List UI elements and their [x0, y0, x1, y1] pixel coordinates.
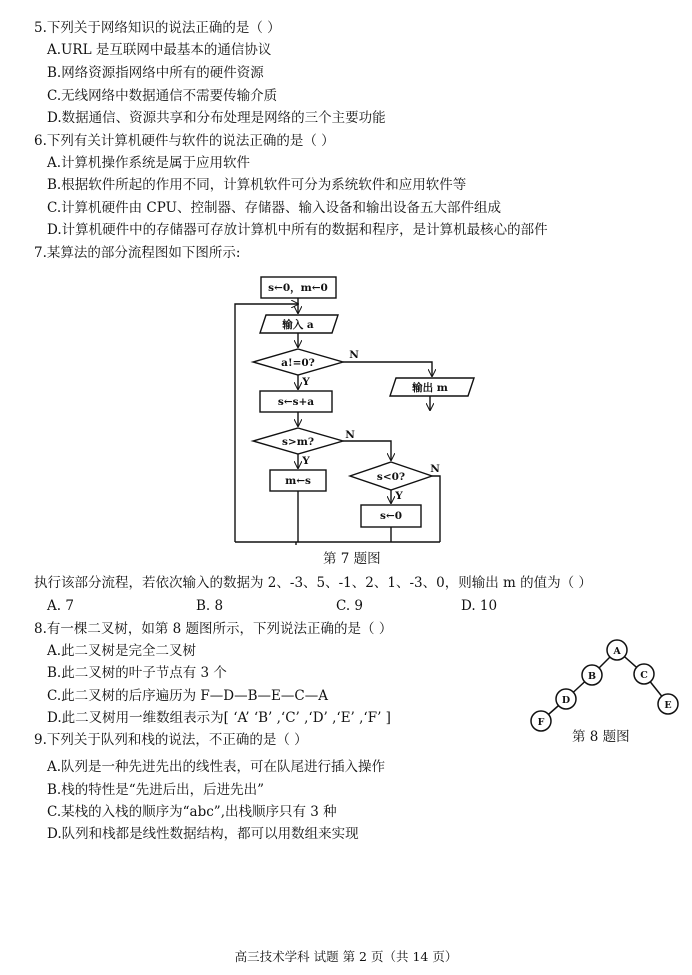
q6-option-a: A.计算机操作系统是属于应用软件	[47, 155, 251, 171]
flow-cond2-yes: Y	[302, 455, 310, 467]
q9-option-b: B.栈的特性是“先进后出，后进先出”	[47, 782, 265, 798]
q9-option-c: C.某栈的入栈的顺序为“abc”,出栈顺序只有 3 种	[47, 804, 337, 820]
q7-question: 执行该部分流程，若依次输入的数据为 2、-3、5、-1、2、1、-3、0，则输出 m 的值为（ ）	[34, 575, 592, 591]
flow-cond3-label: s<0?	[376, 471, 406, 483]
q5-option-a: A.URL 是互联网中最基本的通信协议	[47, 42, 272, 58]
q7-option-c: C. 9	[336, 598, 364, 614]
q8-option-d: D.此二叉树用一维数组表示为[ ‘A’ ‘B’ ,‘C’ ,‘D’ ,‘E’ ,‘F’ ]	[47, 710, 391, 726]
q8-option-a: A.此二叉树是完全二叉树	[47, 643, 197, 659]
tree-label-b: B	[587, 671, 597, 682]
q7-caption: 第 7 题图	[323, 551, 381, 567]
q8-tree	[531, 640, 678, 731]
flow-assign2-label: m←s	[285, 475, 311, 487]
flow-assign3-label: s←0	[379, 510, 403, 522]
tree-label-a: A	[613, 646, 621, 657]
q5-stem: 5.下列关于网络知识的说法正确的是（ ）	[34, 20, 281, 36]
tree-label-e: E	[664, 700, 672, 711]
q5-option-b: B.网络资源指网络中所有的硬件资源	[47, 65, 264, 81]
flow-cond2-no: N	[345, 429, 355, 441]
q9-option-d: D.队列和栈都是线性数据结构，都可以用数组来实现	[47, 826, 359, 842]
tree-label-d: D	[561, 695, 571, 706]
q6-stem: 6.下列有关计算机硬件与软件的说法正确的是（ ）	[34, 133, 335, 149]
page-footer: 高三技术学科 试题 第 2 页（共 14 页）	[234, 949, 458, 964]
flow-input-label: 输入 a	[282, 319, 314, 331]
q8-stem: 8.有一棵二叉树，如第 8 题图所示，下列说法正确的是（ ）	[34, 621, 393, 637]
q8-option-c: C.此二叉树的后序遍历为 F—D—B—E—C—A	[47, 688, 328, 704]
q6-option-b: B.根据软件所起的作用不同，计算机软件可分为系统软件和应用软件等	[47, 177, 467, 193]
q8-caption: 第 8 题图	[572, 729, 630, 745]
flow-cond1-no: N	[349, 349, 359, 361]
q7-option-b: B. 8	[196, 598, 224, 614]
flow-assign1-label: s←s+a	[277, 396, 315, 408]
tree-label-f: F	[537, 717, 545, 728]
q9-option-a: A.队列是一种先进先出的线性表，可在队尾进行插入操作	[47, 759, 386, 775]
q7-option-a: A. 7	[47, 598, 74, 614]
flow-cond3-no: N	[430, 463, 440, 475]
q7-stem: 7.某算法的部分流程图如下图所示:	[34, 245, 241, 261]
flow-output-label: 输出 m	[412, 382, 448, 394]
q9-stem: 9.下列关于队列和栈的说法，不正确的是（ ）	[34, 732, 308, 748]
flow-cond3-yes: Y	[395, 490, 403, 502]
q5-option-d: D.数据通信、资源共享和分布处理是网络的三个主要功能	[47, 110, 386, 126]
flow-init-label: s←0，m←0	[268, 282, 328, 294]
q5-option-c: C.无线网络中数据通信不需要传输介质	[47, 88, 278, 104]
flow-cond1-yes: Y	[302, 376, 310, 388]
q7-option-d: D. 10	[461, 598, 498, 614]
flow-cond2-label: s>m?	[282, 436, 314, 448]
q8-option-b: B.此二叉树的叶子节点有 3 个	[47, 665, 227, 681]
q6-option-c: C.计算机硬件由 CPU、控制器、存储器、输入设备和输出设备五大部件组成	[47, 200, 501, 216]
q6-option-d: D.计算机硬件中的存储器可存放计算机中所有的数据和程序，是计算机最核心的部件	[47, 222, 548, 238]
flow-cond1-label: a!=0?	[281, 357, 315, 369]
tree-label-c: C	[640, 670, 648, 681]
